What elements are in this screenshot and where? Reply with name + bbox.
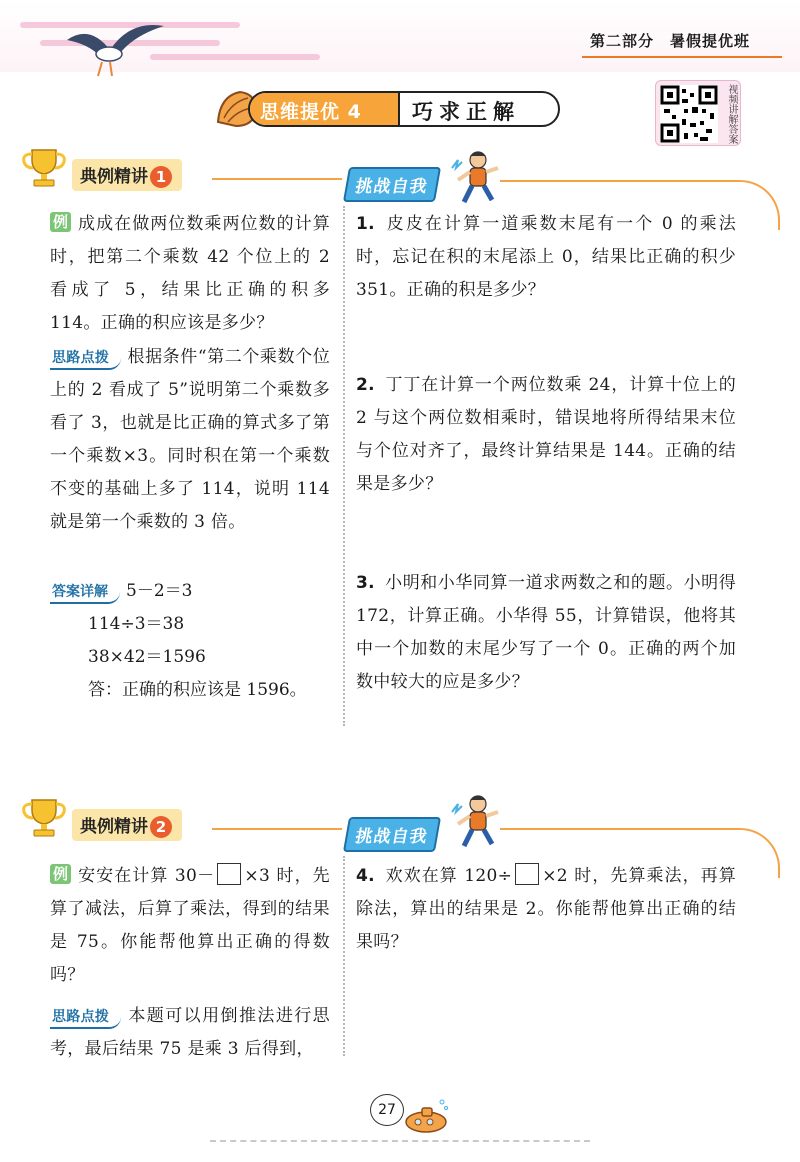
- example-banner-1: [72, 159, 182, 191]
- orange-rule: [500, 180, 720, 182]
- page-title: 思维提优 4: [260, 101, 362, 123]
- column-divider: [343, 206, 345, 726]
- banner-label: 典例精讲: [80, 817, 148, 837]
- footer-dots: [210, 1140, 590, 1142]
- answer-line: 114÷3＝38: [88, 614, 185, 634]
- runner-boy-icon: [448, 150, 504, 208]
- qr-code-icon[interactable]: [660, 85, 718, 143]
- think-text: 本题可以用倒推法进行思考，最后结果 75 是乘 3 后得到，: [50, 1006, 330, 1059]
- question-number: 3.: [356, 573, 375, 593]
- problem-text-b: ×3 时，先算了减法，后算了乘法，得到的结果是 75。你能帮他算出正确的得数吗？: [50, 866, 330, 985]
- answer-tag: 答案详解: [50, 582, 120, 604]
- question-number: 4.: [356, 866, 375, 886]
- column-divider: [343, 856, 345, 1056]
- banner-label: 典例精讲: [80, 167, 148, 187]
- question-number: 2.: [356, 375, 375, 395]
- section-label: 第二部分 暑假提优班: [590, 32, 751, 50]
- question-text: 小明和小华同算一道求两数之和的题。小明得 172，计算正确。小华得 55，计算错误，他将其中一个加数的末尾少写了一个 0。正确的两个加数中较大的应是多少？: [356, 573, 736, 692]
- challenge-tag-1: 挑战自我: [343, 167, 441, 202]
- think-text: 根据条件“第二个乘数个位上的 2 看成了 5”说明第二个乘数多看了 3，也就是比正确的算式多了第一个乘数×3。同时积在第一个乘数不变的基础上多了 114，说明 114 就是第一个乘数的 3 倍。: [50, 347, 330, 532]
- answer-line: 38×42＝1596: [88, 647, 206, 667]
- question-4: [356, 860, 736, 959]
- answer-line: 答：正确的积应该是 1596。: [88, 680, 307, 700]
- challenge-tag-2: 挑战自我: [343, 817, 441, 852]
- example1-answer: [50, 575, 330, 608]
- question-3: [356, 567, 736, 699]
- orange-rule: [212, 178, 342, 180]
- example2-think: [50, 1000, 330, 1066]
- question-text: 丁丁在计算一个两位数乘 24，计算十位上的 2 与这个两位数相乘时，错误地将所得结果末位与个位对齐了，最终计算结果是 144。正确的结果是多少？: [356, 375, 736, 494]
- qr-label: 视频讲解答案: [726, 84, 737, 144]
- think-tag: 思路点拨: [50, 348, 121, 370]
- example-tag: 例: [50, 212, 71, 232]
- runner-boy-icon: [448, 794, 504, 852]
- page-number: 27: [370, 1094, 404, 1126]
- question-text-b: ×2 时，先算乘法，再算除法，算出的结果是 2。你能帮他算出正确的结果吗？: [356, 866, 736, 952]
- example-tag: 例: [50, 864, 71, 884]
- trophy-icon: [20, 146, 68, 190]
- example2-problem: [50, 860, 330, 992]
- banner-number: 1: [150, 166, 172, 188]
- question-text-a: 欢欢在算 120÷: [384, 866, 513, 886]
- answer-line: 5－2＝3: [126, 581, 193, 601]
- question-1: [356, 208, 736, 307]
- section-rule: [582, 56, 782, 58]
- submarine-icon: [402, 1096, 450, 1136]
- page-subtitle: 巧求正解: [412, 100, 520, 124]
- question-number: 1.: [356, 214, 375, 234]
- seagull-icon: [62, 10, 172, 80]
- example-banner-2: [72, 809, 182, 841]
- example1-think: [50, 341, 330, 539]
- trophy-icon: [20, 796, 68, 840]
- problem-text-a: 安安在计算 30－: [77, 866, 215, 886]
- problem-text: 成成在做两位数乘两位数的计算时，把第二个乘数 42 个位上的 2 看成了 5，结果比正确的积多 114。正确的积应该是多少？: [50, 214, 330, 333]
- blank-box: [217, 863, 241, 885]
- question-text: 皮皮在计算一道乘数末尾有一个 0 的乘法时，忘记在积的末尾添上 0，结果比正确的积少 351。正确的积是多少？: [356, 214, 736, 300]
- decor-stripe: [150, 54, 320, 60]
- orange-rule: [500, 828, 720, 830]
- blank-box: [515, 863, 539, 885]
- orange-rule: [212, 828, 342, 830]
- example1-problem: [50, 208, 330, 340]
- banner-number: 2: [150, 816, 172, 838]
- question-2: [356, 369, 736, 501]
- think-tag: 思路点拨: [50, 1007, 121, 1029]
